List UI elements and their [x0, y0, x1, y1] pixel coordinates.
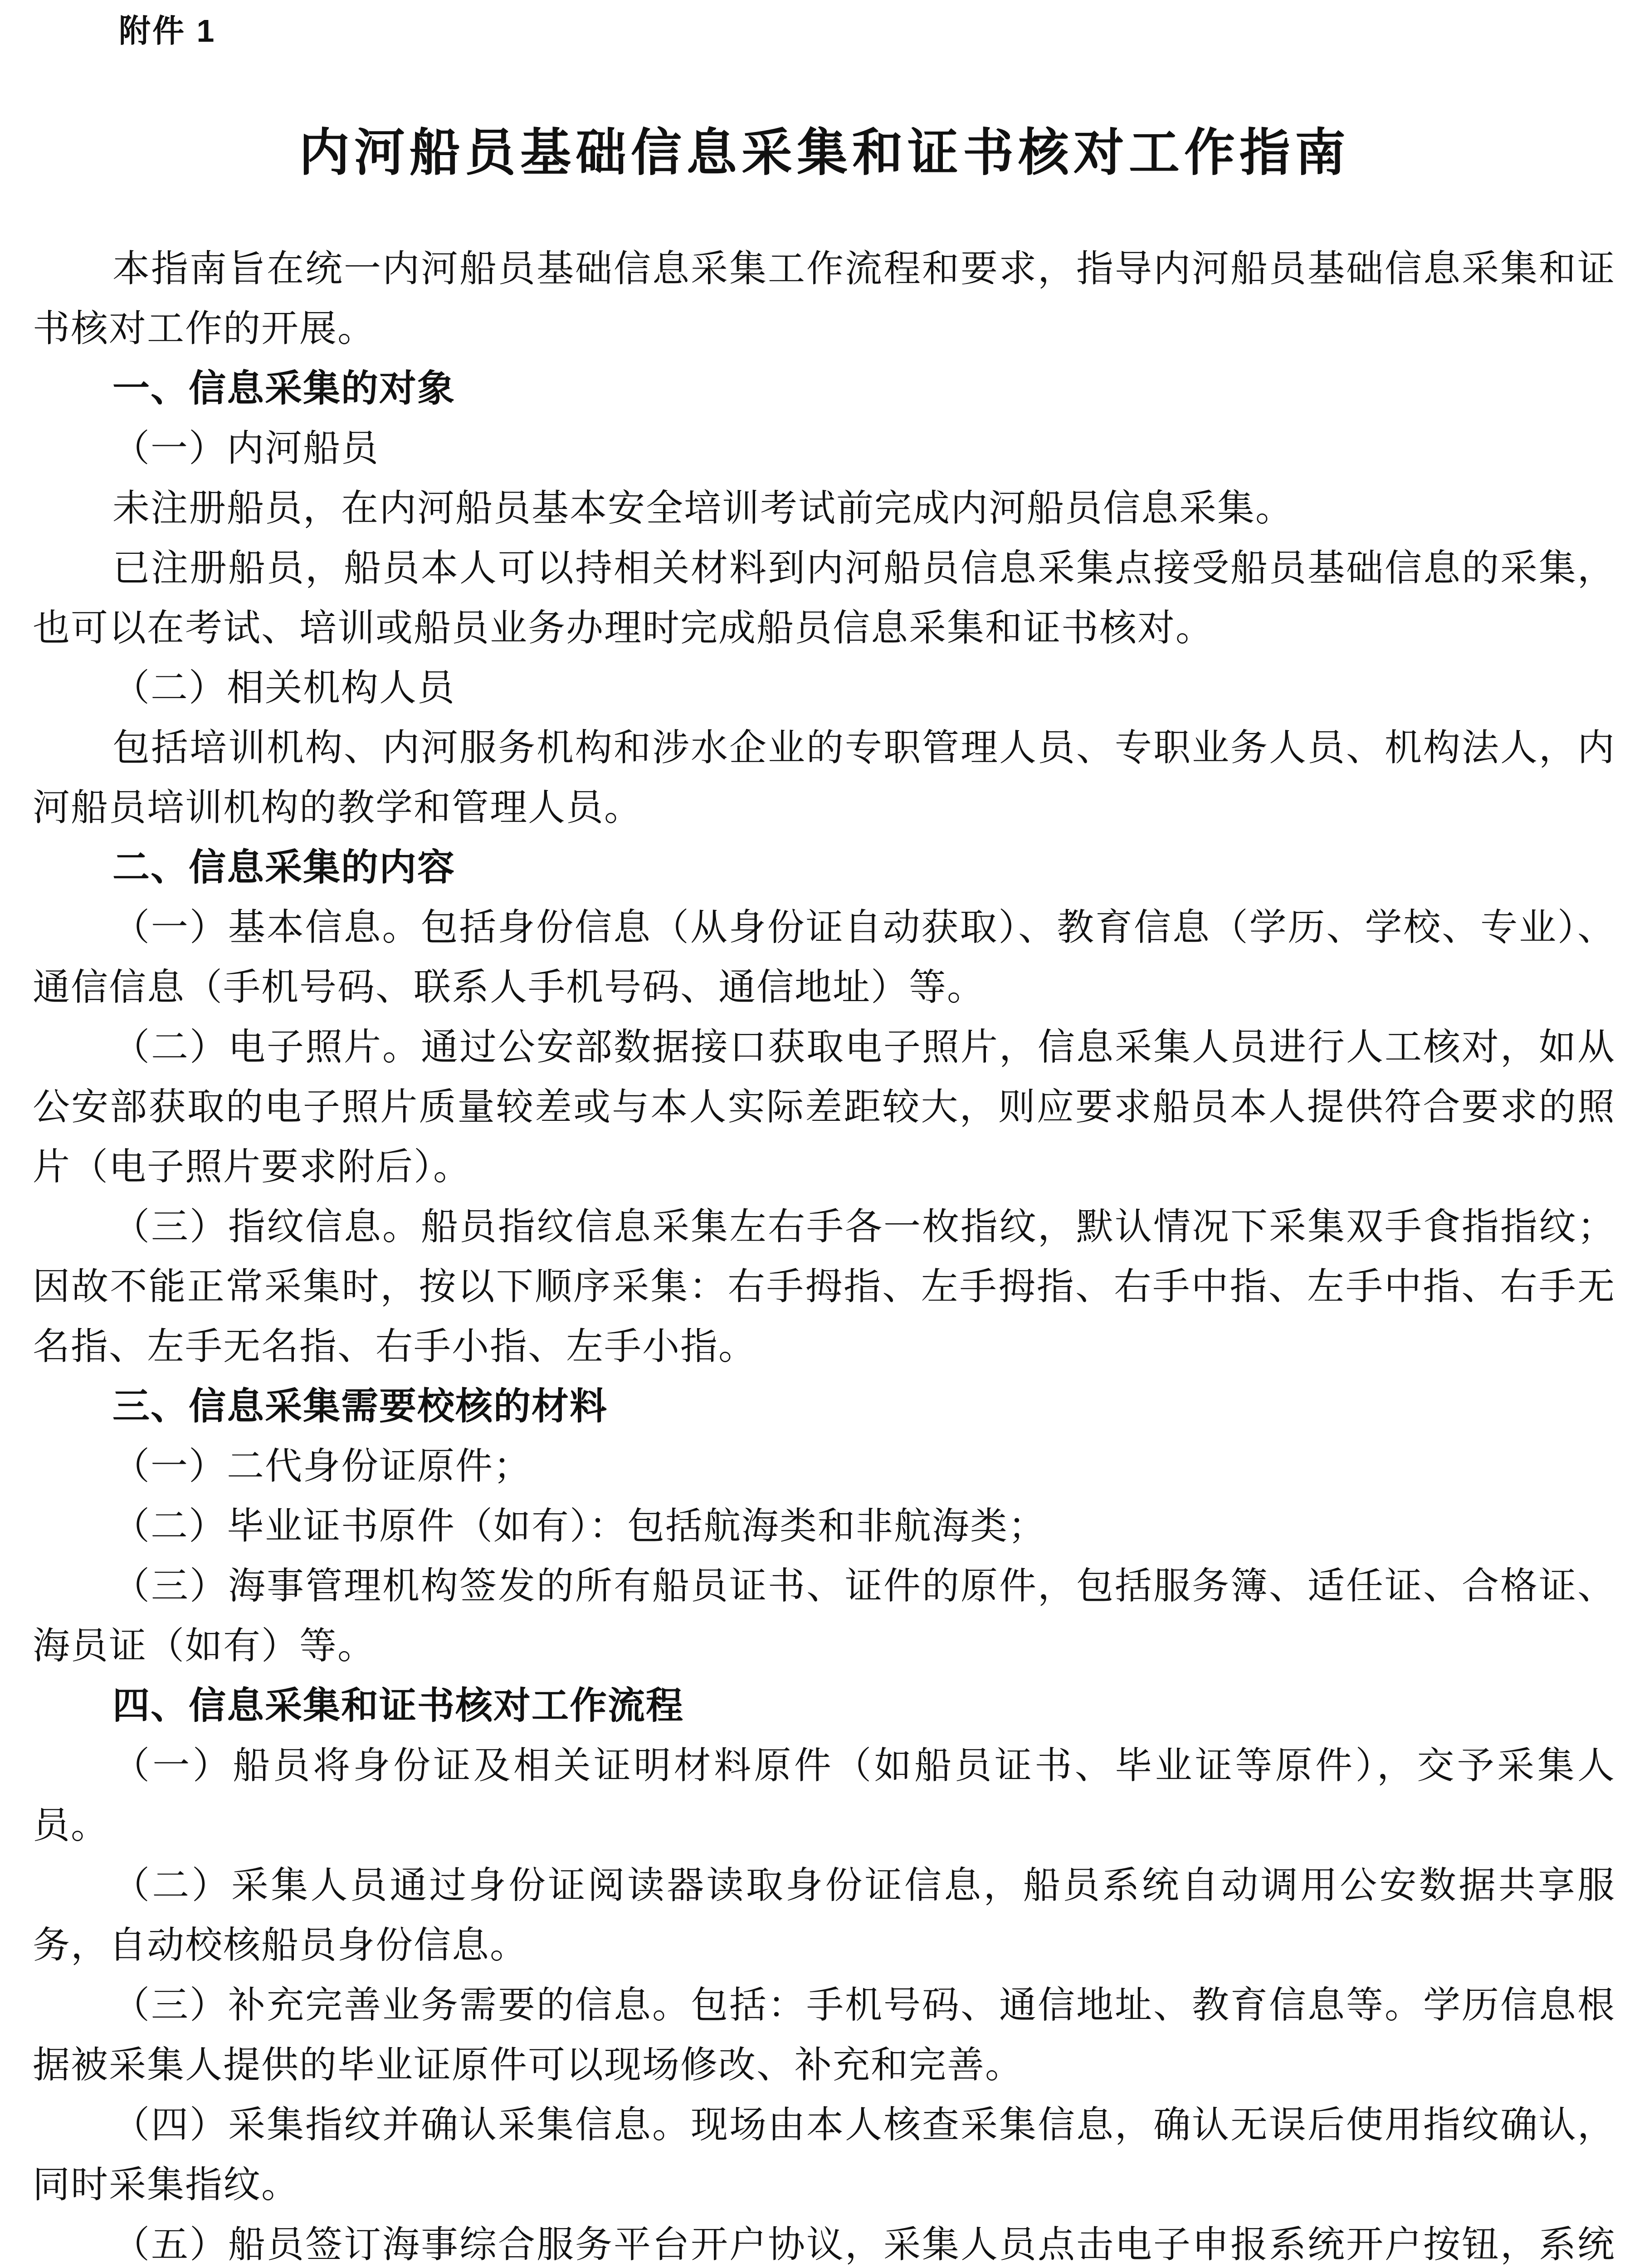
paragraph: （二）采集人员通过身份证阅读器读取身份证信息，船员系统自动调用公安数据共享服务，自动校核船员身份信息。 [33, 1864, 1615, 1967]
paragraph: （四）采集指纹并确认采集信息。现场由本人核查采集信息，确认无误后使用指纹确认，同时采集指纹。 [33, 2103, 1615, 2206]
paragraph: （二）毕业证书原件（如有）：包括航海类和非航海类； [112, 1505, 1047, 1548]
attachment-label: 附件 1 [119, 13, 216, 49]
paragraph: （二）电子照片。通过公安部数据接口获取电子照片，信息采集人员进行人工核对，如从公安部获取的电子照片质量较差或与本人实际差距较大，则应要求船员本人提供符合要求的照片（电子照片要求附后）。 [33, 1026, 1615, 1188]
document-title: 内河船员基础信息采集和证书核对工作指南 [299, 123, 1350, 182]
paragraph: （三）海事管理机构签发的所有船员证书、证件的原件，包括服务簿、适任证、合格证、海员证（如有）等。 [33, 1564, 1615, 1667]
paragraph: （一）二代身份证原件； [112, 1445, 532, 1488]
section-heading: 二、信息采集的内容 [112, 846, 456, 889]
section-heading: 四、信息采集和证书核对工作流程 [112, 1684, 684, 1727]
section-heading: 一、信息采集的对象 [112, 367, 456, 410]
paragraph: 未注册船员，在内河船员基本安全培训考试前完成内河船员信息采集。 [112, 487, 1294, 530]
subsection-heading: （二）相关机构人员 [112, 666, 456, 709]
paragraph: 本指南旨在统一内河船员基础信息采集工作流程和要求，指导内河船员基础信息采集和证书核对工作的开展。 [33, 247, 1615, 350]
subsection-heading: （一）内河船员 [112, 427, 380, 470]
section-heading: 三、信息采集需要校核的材料 [112, 1385, 608, 1428]
paragraph: （三）补充完善业务需要的信息。包括：手机号码、通信地址、教育信息等。学历信息根据被采集人提供的毕业证原件可以现场修改、补充和完善。 [33, 1984, 1615, 2087]
paragraph: （一）船员将身份证及相关证明材料原件（如船员证书、毕业证等原件），交予采集人员。 [33, 1744, 1615, 1847]
paragraph: （三）指纹信息。船员指纹信息采集左右手各一枚指纹，默认情况下采集双手食指指纹；因故不能正常采集时，按以下顺序采集：右手拇指、左手拇指、右手中指、左手中指、右手无名指、左手无名指、右手小指、左手小指。 [33, 1205, 1615, 1368]
document-body [33, 239, 1615, 2268]
paragraph: （五）船员签订海事综合服务平台开户协议，采集人员点击电子申报系统开户按钮，系统 [112, 2223, 1615, 2266]
paragraph: （一）基本信息。包括身份信息（从身份证自动获取）、教育信息（学历、学校、专业）、通信信息（手机号码、联系人手机号码、通信地址）等。 [33, 906, 1615, 1009]
paragraph: 包括培训机构、内河服务机构和涉水企业的专职管理人员、专职业务人员、机构法人，内河船员培训机构的教学和管理人员。 [33, 726, 1615, 829]
paragraph: 已注册船员，船员本人可以持相关材料到内河船员信息采集点接受船员基础信息的采集，也可以在考试、培训或船员业务办理时完成船员信息采集和证书核对。 [33, 547, 1615, 650]
